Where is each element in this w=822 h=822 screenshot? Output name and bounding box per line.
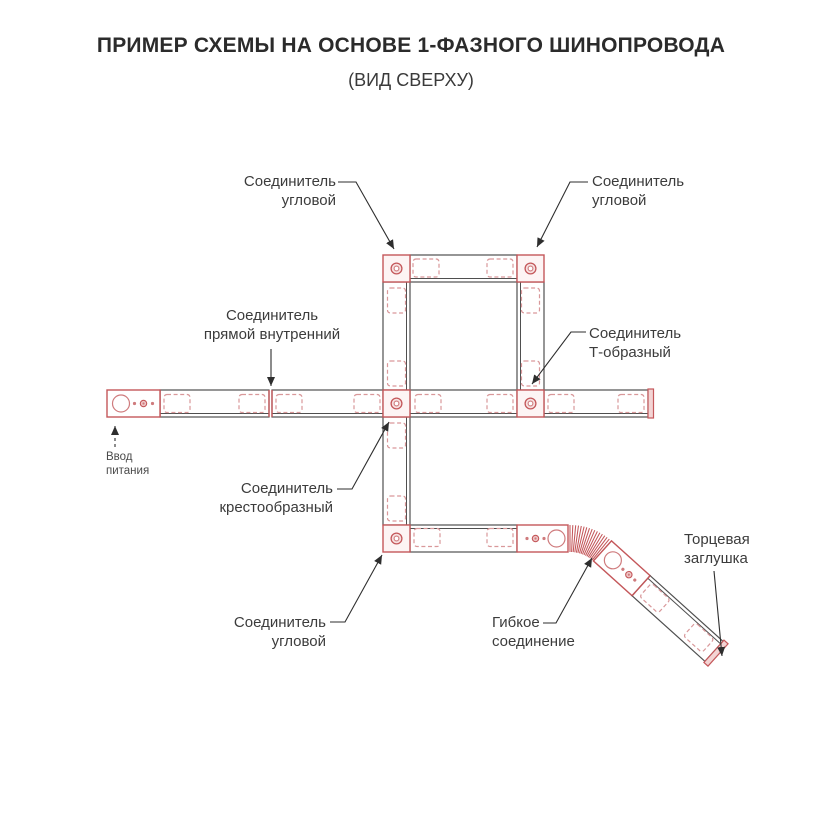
t-connector [517,390,544,417]
cross-connector [383,390,410,417]
label-straight-internal-connector: Соединитель прямой внутренний [203,307,341,343]
power-input-unit [107,390,160,417]
label-corner-connector-bottom: Соединитель угловой [233,614,326,650]
page-title: ПРИМЕР СХЕМЫ НА ОСНОВЕ 1-ФАЗНОГО ШИНОПРОВОДА [96,34,726,57]
label-corner-connector-top-right: Соединитель угловой [592,173,685,209]
label-corner-connector-top-left: Соединитель угловой [243,173,336,209]
corner-connector-top-left [383,255,410,282]
corner-connector-top-right [517,255,544,282]
corner-connector-bottom [383,525,410,552]
page-subtitle: (ВИД СВЕРХУ) [348,70,474,90]
label-t-connector: Соединитель Т-образный [589,325,682,361]
label-cross-connector: Соединитель крестообразный [219,480,333,516]
label-power-input: Ввод питания [106,451,150,477]
label-end-cap: Торцевая заглушка [684,531,750,567]
label-flexible-connector: Гибкое соединение [492,614,575,650]
end-cap-right [648,389,654,418]
